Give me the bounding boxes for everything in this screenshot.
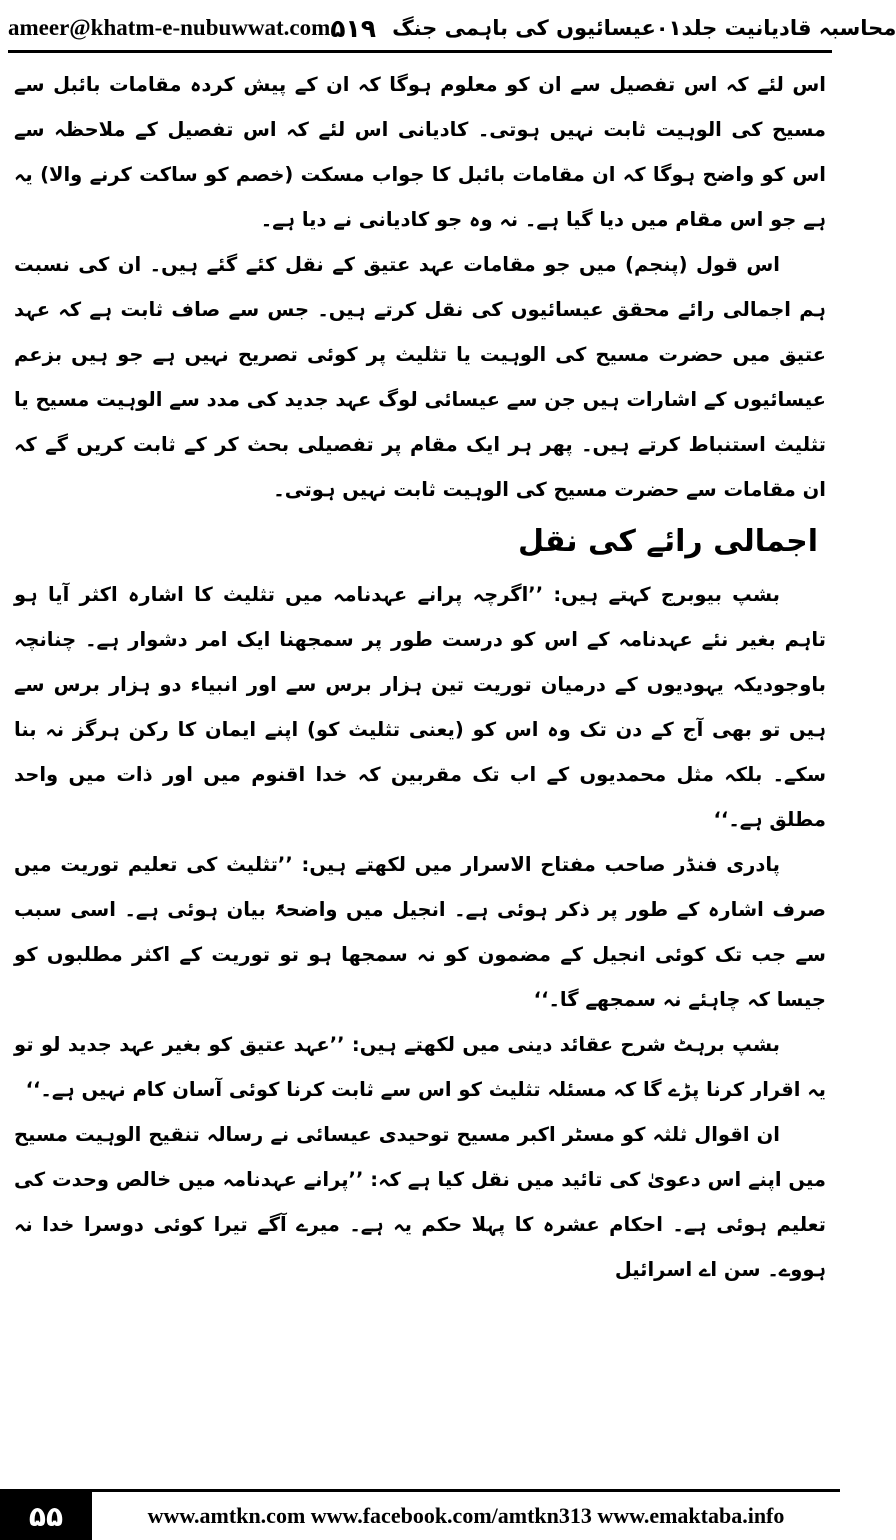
page-body [14,62,826,1478]
section-heading: اجمالی رائے کی نقل [517,524,818,559]
quote-paragraph: بشپ برہٹ شرح عقائد دینی میں لکھتے ہیں: ’’عہد عتیق کو بغیر عہد جدید لو تو یہ اقرار کرنا پڑے گا کہ مسئلہ تثلیث کو اس سے ثابت کرنا کوئی آسان کام نہیں ہے۔‘‘ [14,1033,826,1101]
page-header [8,6,896,53]
paragraph: اس لئے کہ اس تفصیل سے ان کو معلوم ہوگا کہ ان کے پیش کردہ مقامات بائبل سے مسیح کی الوہیت ثابت نہیں ہوتی۔ کادیانی اس لئے کہ اس تفصیل کے ملاحظہ سے اس کو واضح ہوگا کہ ان مقامات بائبل کا جواب مسکت (خصم کو ساکت کرنے والا) یہ ہے جو اس مقام میں دیا گیا ہے۔ نہ وہ جو کادیانی نے دیا ہے۔ [14,73,826,231]
email-address[interactable]: ameer@khatm-e-nubuwwat.com [8,15,331,40]
quote-paragraph: بشپ بیوبرج کہتے ہیں: ’’اگرچہ پرانے عہدنامہ میں تثلیث کا اشارہ اکثر آیا ہو تاہم بغیر نئے عہدنامہ کے اس کو درست طور پر سمجھنا ایک امر دشوار ہے۔ چنانچہ باوجودیکہ یہودیوں کے درمیان توریت تین ہزار برس سے اور انبیاء دو ہزار برس سے ہیں تو بھی آج کے دن تک وہ اس کو (یعنی تثلیث کو) اپنے ایمان کا رکن ہرگز نہ بنا سکے۔ بلکہ مثل محمدیوں کے اب تک مقربین کہ خدا اقنوم میں اور ذات میں واحد مطلق ہے۔‘‘ [14,583,826,831]
footer-page-number: ۵۵ [0,1492,92,1540]
running-title: محاسبہ قادیانیت جلد۰۱عیسائیوں کی باہمی جنگ [392,16,896,40]
paragraph: اس قول (پنجم) میں جو مقامات عہد عتیق کے نقل کئے گئے ہیں۔ ان کی نسبت ہم اجمالی رائے محقق عیسائیوں کی نقل کرتے ہیں۔ جس سے صاف ثابت ہے کہ عہد عتیق میں حضرت مسیح کی الوہیت یا تثلیث پر کوئی تصریح نہیں ہے جو ہیں بزعم عیسائیوں کے اشارات ہیں جن سے عیسائی لوگ عہد جدید کی مدد سے الوہیت مسیح یا تثلیث استنباط کرتے ہیں۔ پھر ہر ایک مقام پر تفصیلی بحث کر کے ثابت کریں گے کہ ان مقامات سے حضرت مسیح کی الوہیت ثابت نہیں ہوتی۔ [14,253,826,501]
footer-links[interactable]: www.amtkn.com www.facebook.com/amtkn313 www.emaktaba.info [147,1503,785,1528]
page-footer [0,1489,840,1540]
paragraph: ان اقوال ثلثہ کو مسٹر اکبر مسیح توحیدی عیسائی نے رسالہ تنقیح الوہیت مسیح میں اپنے اس دعویٰ کی تائید میں نقل کیا ہے کہ: ’’پرانے عہدنامہ میں خالص وحدت کی تعلیم ہوئی ہے۔ احکام عشرہ کا پہلا حکم یہ ہے۔ میرے آگے تیرا کوئی دوسرا خدا نہ ہووے۔ سن اے اسرائیل [14,1123,826,1281]
page-number: ۵۱۹ [330,13,377,43]
quote-paragraph: پادری فنڈر صاحب مفتاح الاسرار میں لکھتے ہیں: ’’تثلیث کی تعلیم توریت میں صرف اشارہ کے طور پر ذکر ہوئی ہے۔ انجیل میں واضحۃً بیان ہوئی ہے۔ اسی سبب سے جب تک کوئی انجیل کے مضمون کو نہ سمجھا ہو تو توریت کے اکثر مطلبوں کو جیسا کہ چاہئے نہ سمجھے گا۔‘‘ [14,853,826,1011]
header-title-group [330,14,896,43]
